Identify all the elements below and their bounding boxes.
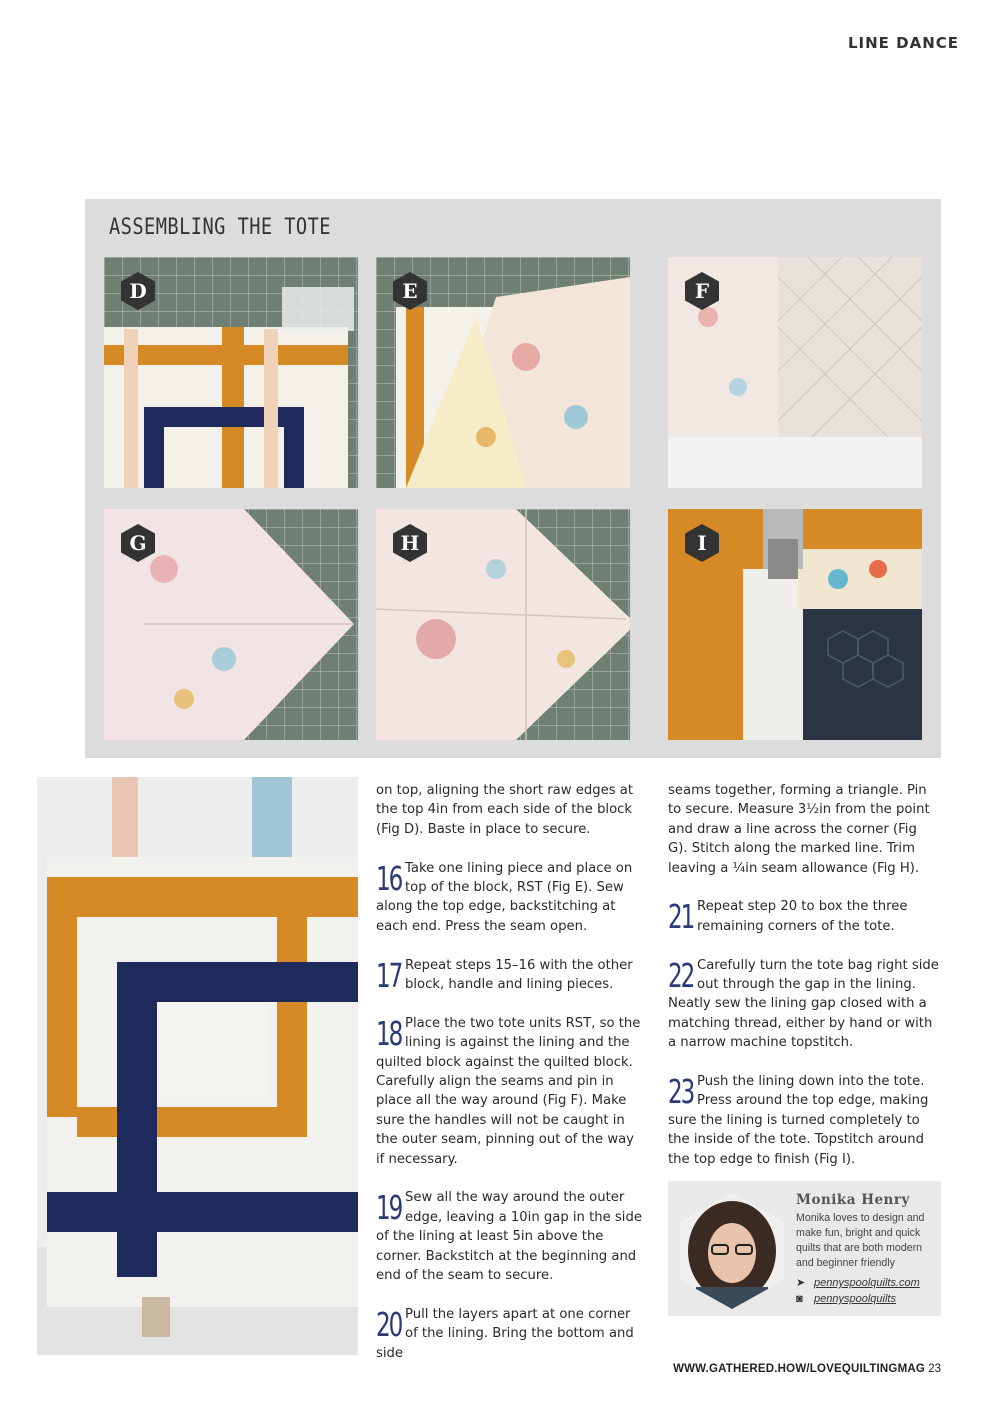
step-text: Repeat step 20 to box the three remaining corners of the tote.: [697, 899, 908, 934]
tote-bag-photo: [37, 777, 358, 1355]
figure-label: H: [400, 531, 420, 555]
page-number: 23: [928, 1363, 941, 1375]
figure-label: G: [129, 531, 147, 555]
instructions-column-1: [376, 781, 644, 1383]
step-20: [376, 1305, 644, 1363]
step-text: Push the lining down into the tote. Press around the top edge, making sure the lining is turned completely to the inside of the tote. Topstitch around the top edge to finish (Fig I).: [668, 1074, 929, 1167]
instagram-icon: ◙: [796, 1293, 803, 1305]
intro-paragraph-2: seams together, forming a triangle. Pin to secure. Measure 3½in from the point and draw a line across the corner (Fig G). Stitch along the marked line. Trim leaving a ¼in seam allowance (Fig H).: [668, 783, 930, 876]
figure-label: I: [697, 531, 707, 555]
step-number: 19: [376, 1188, 402, 1228]
figure-f-photo: [668, 257, 922, 488]
figure-e-photo: [376, 257, 630, 488]
intro-paragraph: on top, aligning the short raw edges at the top 4in from each side of the block (Fig D). Baste in place to secure.: [376, 783, 634, 837]
step-23: [668, 1072, 940, 1169]
step-21: [668, 897, 940, 936]
step-19: [376, 1188, 644, 1285]
step-text: Take one lining piece and place on top of the block, RST (Fig E). Sew along the top edge, backstitching at each end. Press the seam open.: [376, 860, 633, 934]
step-16: [376, 859, 644, 937]
figure-g-photo: [104, 509, 358, 740]
step-number: 20: [376, 1304, 402, 1344]
instagram-text[interactable]: pennyspoolquilts: [814, 1293, 896, 1305]
footer-url[interactable]: WWW.GATHERED.HOW/LOVEQUILTINGMAG: [673, 1363, 925, 1375]
step-number: 17: [376, 955, 402, 995]
designer-avatar: [676, 1191, 788, 1311]
figure-label: E: [402, 279, 418, 303]
step-number: 21: [668, 897, 694, 937]
figure-label: F: [694, 279, 710, 303]
assembly-panel: [85, 199, 941, 758]
figure-badge-i: [682, 523, 722, 563]
step-number: 18: [376, 1013, 402, 1053]
step-text: Sew all the way around the outer edge, leaving a 10in gap in the side of the lining at least 5in above the corner. Backstitch at the beginning and end of the seam to secure.: [376, 1190, 642, 1284]
website-text[interactable]: pennyspoolquilts.com: [814, 1277, 920, 1289]
instructions-column-2: [668, 781, 940, 1188]
step-text: Carefully turn the tote bag right side out through the gap in the lining. Neatly sew the lining gap closed with a matching thread, either by hand or with a narrow machine topstitch.: [668, 957, 939, 1051]
designer-bio: [668, 1181, 941, 1316]
step-number: 23: [668, 1072, 694, 1112]
figure-badge-e: [390, 271, 430, 311]
step-text: Place the two tote units RST, so the lining is against the lining and the quilted block against the quilted block. Carefully align the seams and pin in place all the way around (Fig F). Make sure the handles will not be caught in the outer seam, pinning out of the way if necessary.: [376, 1015, 641, 1167]
cursor-icon: ➤: [796, 1277, 806, 1289]
figure-badge-g: [118, 523, 158, 563]
step-text: Pull the layers apart at one corner of the lining. Bring the bottom and side: [376, 1306, 634, 1361]
figure-badge-d: [118, 271, 158, 311]
figure-d-photo: [104, 257, 358, 488]
website-link[interactable]: [796, 1276, 920, 1289]
figure-badge-h: [390, 523, 430, 563]
step-number: 22: [668, 955, 694, 995]
step-17: [376, 956, 644, 995]
step-text: Repeat steps 15–16 with the other block, handle and lining pieces.: [405, 957, 633, 993]
panel-title: ASSEMBLING THE TOTE: [109, 215, 331, 240]
step-number: 16: [376, 858, 402, 898]
page-footer: [673, 1363, 941, 1375]
step-22: [668, 956, 940, 1053]
instagram-link[interactable]: [796, 1293, 896, 1305]
figure-label: D: [129, 279, 147, 303]
step-18: [376, 1014, 644, 1169]
figure-badge-f: [682, 271, 722, 311]
running-title: LINE DANCE: [847, 34, 959, 52]
figure-h-photo: [376, 509, 630, 740]
designer-name: Monika Henry: [796, 1192, 910, 1208]
designer-description: Monika loves to design and make fun, bright and quick quilts that are both modern and beginner friendly: [796, 1212, 925, 1269]
figure-i-photo: [668, 509, 922, 740]
